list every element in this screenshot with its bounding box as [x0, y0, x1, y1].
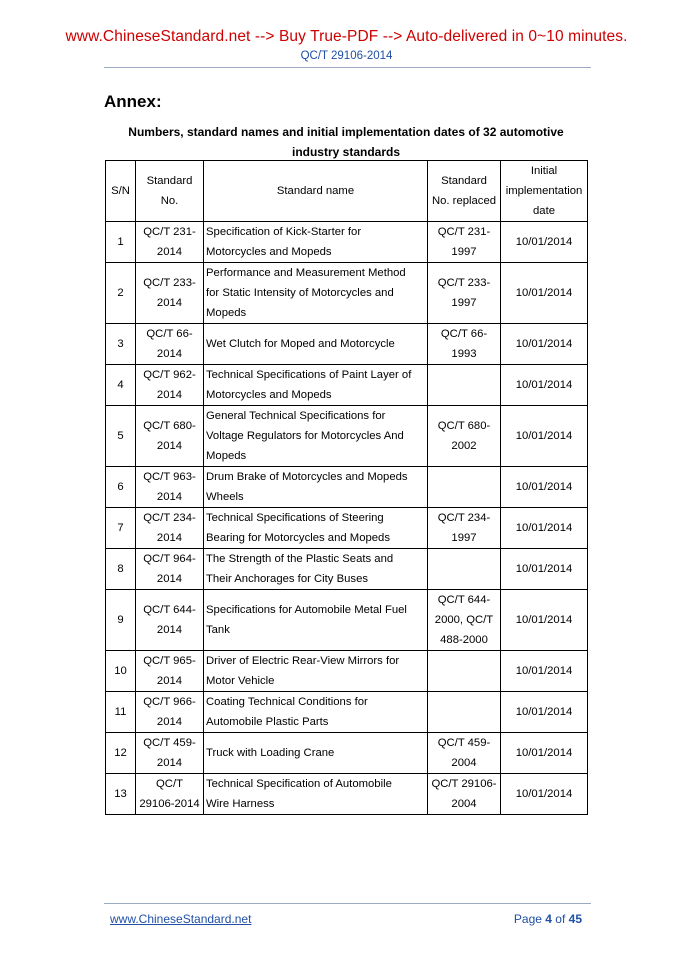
cell-standard-no — [136, 222, 204, 263]
cell-date: 10/01/2014 — [501, 467, 588, 508]
cell-standard-name — [204, 651, 428, 692]
cell-line: Motorcycles and Mopeds — [206, 246, 332, 258]
cell-line: Truck with Loading Crane — [206, 747, 335, 759]
cell-standard-name — [204, 692, 428, 733]
cell-standard-no — [136, 263, 204, 324]
cell-line: QC/T 644- — [143, 604, 196, 616]
footer-divider — [104, 903, 591, 904]
header-line: date — [533, 205, 555, 217]
cell-line: Specifications for Automobile Metal Fuel — [206, 604, 407, 616]
cell-standard-no — [136, 324, 204, 365]
cell-line: QC/T 965- — [143, 655, 196, 667]
cell-line: QC/T 234- — [437, 512, 491, 524]
cell-date: 10/01/2014 — [501, 549, 588, 590]
cell-replaced — [428, 222, 501, 263]
cell-line: 1997 — [451, 297, 477, 309]
cell-sn: 12 — [106, 733, 136, 774]
cell-date: 10/01/2014 — [501, 774, 588, 815]
col-header-sn: S/N — [106, 161, 136, 222]
cell-line: QC/T 66- — [146, 328, 193, 340]
doc-id: QC/T 29106-2014 — [300, 50, 393, 62]
cell-line: Bearing for Motorcycles and Mopeds — [206, 532, 390, 544]
cell-standard-no — [136, 733, 204, 774]
cell-date: 10/01/2014 — [501, 692, 588, 733]
cell-line: 2004 — [451, 798, 477, 810]
cell-line: QC/T 231- — [143, 226, 196, 238]
cell-line: QC/T — [156, 778, 183, 790]
header-line: No. — [160, 195, 179, 207]
cell-sn: 11 — [106, 692, 136, 733]
cell-line: 2014 — [156, 573, 183, 585]
cell-line: Motorcycles and Mopeds — [206, 389, 332, 401]
header-divider — [104, 67, 591, 68]
cell-replaced — [428, 733, 501, 774]
table-row — [106, 590, 588, 651]
cell-standard-no — [136, 406, 204, 467]
cell-line: 2014 — [156, 297, 183, 309]
cell-standard-name — [204, 549, 428, 590]
banner-link[interactable]: www.ChineseStandard.net --> Buy True-PDF --> Auto-delivered in 0~10 minutes. — [65, 28, 628, 45]
cell-date: 10/01/2014 — [501, 365, 588, 406]
cell-line: 2014 — [156, 389, 183, 401]
header-line: Initial — [530, 165, 558, 177]
col-header-date — [501, 161, 588, 222]
page-prefix: Page — [513, 912, 546, 926]
cell-line: Driver of Electric Rear-View Mirrors for — [206, 655, 400, 667]
cell-replaced — [428, 467, 501, 508]
cell-line: QC/T 233- — [437, 277, 491, 289]
cell-line: Automobile Plastic Parts — [206, 716, 329, 728]
cell-standard-name — [204, 324, 428, 365]
cell-standard-no — [136, 508, 204, 549]
cell-standard-name — [204, 774, 428, 815]
table-row — [106, 508, 588, 549]
cell-line: General Technical Specifications for — [206, 410, 386, 422]
cell-standard-no — [136, 692, 204, 733]
cell-sn: 7 — [106, 508, 136, 549]
cell-replaced — [428, 651, 501, 692]
cell-sn: 5 — [106, 406, 136, 467]
cell-sn: 4 — [106, 365, 136, 406]
cell-line: 2000, QC/T — [434, 614, 494, 626]
annex-title: Annex: — [104, 92, 162, 111]
cell-line: 2014 — [156, 348, 183, 360]
table-row — [106, 406, 588, 467]
cell-replaced — [428, 365, 501, 406]
cell-line: Coating Technical Conditions for — [206, 696, 368, 708]
cell-standard-no — [136, 365, 204, 406]
cell-line: QC/T 964- — [143, 553, 196, 565]
cell-line: 29106-2014 — [139, 798, 200, 810]
cell-line: QC/T 29106- — [431, 778, 497, 790]
cell-line: 488-2000 — [440, 634, 488, 646]
footer-link[interactable]: www.ChineseStandard.net — [110, 912, 252, 926]
cell-standard-name — [204, 590, 428, 651]
cell-standard-name — [204, 467, 428, 508]
cell-line: Their Anchorages for City Buses — [206, 573, 368, 585]
cell-line: Wet Clutch for Moped and Motorcycle — [206, 338, 395, 350]
cell-line: QC/T 962- — [143, 369, 196, 381]
cell-line: The Strength of the Plastic Seats and — [206, 553, 394, 565]
cell-line: 2014 — [156, 440, 183, 452]
cell-replaced — [428, 406, 501, 467]
header-line: No. replaced — [431, 195, 497, 207]
cell-line: 2002 — [451, 440, 477, 452]
cell-sn: 6 — [106, 467, 136, 508]
table-caption — [104, 122, 588, 162]
cell-line: QC/T 459- — [143, 737, 196, 749]
cell-line: Tank — [206, 624, 230, 636]
table-row — [106, 651, 588, 692]
cell-standard-no — [136, 651, 204, 692]
cell-sn: 13 — [106, 774, 136, 815]
header-line: implementation — [505, 185, 583, 197]
table-row — [106, 549, 588, 590]
table-row — [106, 324, 588, 365]
cell-line: QC/T 233- — [143, 277, 196, 289]
cell-replaced — [428, 692, 501, 733]
cell-line: Wire Harness — [206, 798, 275, 810]
cell-date: 10/01/2014 — [501, 324, 588, 365]
cell-sn: 8 — [106, 549, 136, 590]
cell-line: 2014 — [156, 246, 183, 258]
header-line: Standard — [441, 175, 487, 187]
cell-replaced — [428, 549, 501, 590]
cell-line: for Static Intensity of Motorcycles and — [206, 287, 394, 299]
page-current: 4 — [545, 912, 552, 926]
table-row — [106, 733, 588, 774]
table-row — [106, 365, 588, 406]
header-banner[interactable] — [0, 28, 693, 46]
cell-standard-no — [136, 774, 204, 815]
caption-line: Numbers, standard names and initial implementation dates of 32 automotive — [128, 125, 564, 139]
cell-standard-no — [136, 590, 204, 651]
cell-standard-no — [136, 467, 204, 508]
cell-date: 10/01/2014 — [501, 508, 588, 549]
cell-line: Technical Specifications of Paint Layer of — [206, 369, 412, 381]
cell-line: 2014 — [156, 532, 183, 544]
cell-standard-name — [204, 733, 428, 774]
cell-standard-name — [204, 508, 428, 549]
col-header-standard-no — [136, 161, 204, 222]
col-header-replaced — [428, 161, 501, 222]
cell-date: 10/01/2014 — [501, 733, 588, 774]
table-body — [106, 222, 588, 815]
cell-sn: 9 — [106, 590, 136, 651]
cell-standard-name — [204, 263, 428, 324]
table-row — [106, 774, 588, 815]
table-row — [106, 222, 588, 263]
cell-line: QC/T 66- — [440, 328, 488, 340]
caption-line: industry standards — [291, 145, 401, 159]
cell-standard-name — [204, 406, 428, 467]
cell-line: Mopeds — [206, 450, 247, 462]
cell-line: Specification of Kick-Starter for — [206, 226, 362, 238]
cell-line: 2014 — [156, 624, 183, 636]
cell-date: 10/01/2014 — [501, 590, 588, 651]
cell-line: 2014 — [156, 491, 183, 503]
cell-line: QC/T 234- — [143, 512, 196, 524]
cell-date: 10/01/2014 — [501, 406, 588, 467]
cell-sn: 10 — [106, 651, 136, 692]
page-indicator — [514, 912, 582, 926]
cell-date: 10/01/2014 — [501, 651, 588, 692]
table-row — [106, 263, 588, 324]
cell-line: Mopeds — [206, 307, 247, 319]
table-row — [106, 467, 588, 508]
table-header-row — [106, 161, 588, 222]
cell-line: QC/T 966- — [143, 696, 196, 708]
cell-replaced — [428, 263, 501, 324]
cell-line: Technical Specification of Automobile — [206, 778, 392, 790]
cell-sn: 3 — [106, 324, 136, 365]
cell-standard-no — [136, 549, 204, 590]
cell-line: QC/T 963- — [143, 471, 196, 483]
cell-date: 10/01/2014 — [501, 222, 588, 263]
table-row — [106, 692, 588, 733]
cell-replaced — [428, 324, 501, 365]
cell-line: 2014 — [156, 716, 183, 728]
cell-line: 1997 — [451, 246, 477, 258]
cell-line: QC/T 680- — [437, 420, 491, 432]
cell-line: Motor Vehicle — [206, 675, 275, 687]
cell-line: 1997 — [451, 532, 477, 544]
cell-line: QC/T 644- — [437, 594, 491, 606]
cell-line: QC/T 680- — [143, 420, 196, 432]
cell-standard-name — [204, 222, 428, 263]
cell-line: Drum Brake of Motorcycles and Mopeds — [206, 471, 408, 483]
cell-sn: 2 — [106, 263, 136, 324]
cell-date: 10/01/2014 — [501, 263, 588, 324]
cell-line: Wheels — [206, 491, 244, 503]
cell-line: QC/T 231- — [437, 226, 491, 238]
cell-line: QC/T 459- — [437, 737, 491, 749]
cell-line: Performance and Measurement Method — [206, 267, 406, 279]
cell-line: 2014 — [156, 757, 183, 769]
page-of: of — [551, 912, 569, 926]
cell-replaced — [428, 590, 501, 651]
cell-standard-name — [204, 365, 428, 406]
cell-replaced — [428, 508, 501, 549]
standards-table — [105, 160, 588, 815]
cell-replaced — [428, 774, 501, 815]
cell-sn: 1 — [106, 222, 136, 263]
header-line: Standard — [146, 175, 193, 187]
cell-line: Technical Specifications of Steering — [206, 512, 384, 524]
cell-line: 2014 — [156, 675, 183, 687]
cell-line: 2004 — [451, 757, 477, 769]
page-total: 45 — [568, 912, 582, 926]
col-header-standard-name: Standard name — [204, 161, 428, 222]
cell-line: 1993 — [451, 348, 477, 360]
cell-line: Voltage Regulators for Motorcycles And — [206, 430, 404, 442]
